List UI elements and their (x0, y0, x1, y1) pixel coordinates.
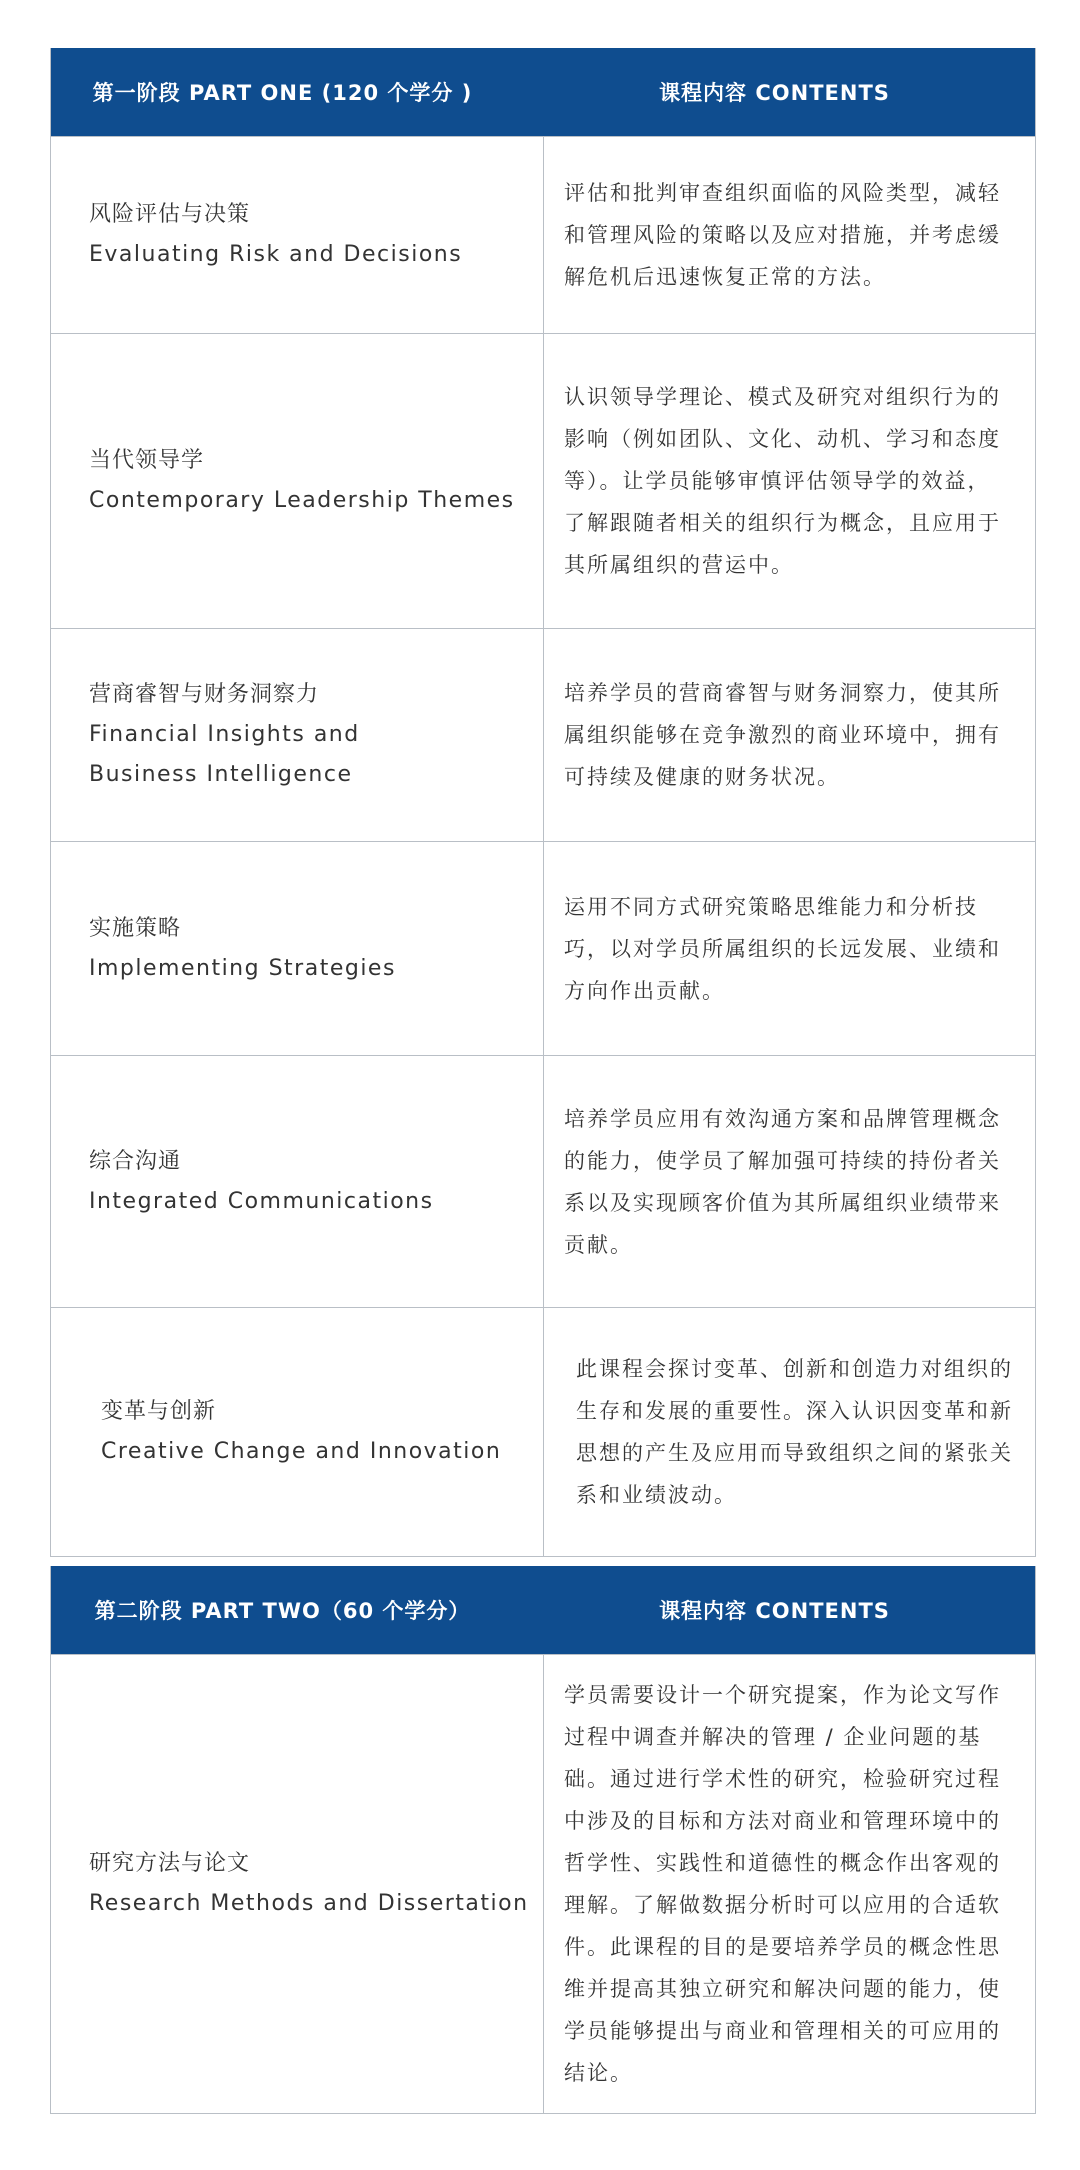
course-name-en: Creative Change and Innovation (101, 1439, 502, 1464)
part-one-header-stage: 第一阶段 PART ONE (120 个学分 ) (92, 81, 473, 105)
course-name-en: Evaluating Risk and Decisions (89, 242, 463, 267)
course-row (51, 1654, 1035, 2113)
course-description: 学员需要设计一个研究提案，作为论文写作过程中调查并解决的管理 / 企业问题的基础。通过进行学术性的研究，检验研究过程中涉及的目标和方法对商业和管理环境中的哲学性、实践性和道德性的概念作出客观的理解。了解做数据分析时可以应用的合适软件。此课程的目的是要培养学员的概念性思维并提高其独立研究和解决问题的能力，使学员能够提出与商业和管理相关的可应用的结论。 (564, 1683, 1001, 2085)
course-name (51, 1308, 544, 1556)
part-two-header (51, 1566, 1035, 1654)
course-name (51, 1655, 544, 2113)
part-one-header-contents: 课程内容 CONTENTS (659, 81, 890, 105)
course-name-cn: 研究方法与论文 (89, 1851, 251, 1876)
course-name (51, 1056, 544, 1307)
course-row (51, 333, 1035, 628)
part-two-table (50, 1566, 1036, 2114)
course-row (51, 628, 1035, 841)
course-name-en: Integrated Communications (89, 1188, 434, 1214)
course-description: 运用不同方式研究策略思维能力和分析技巧，以对学员所属组织的长远发展、业绩和方向作出贡献。 (564, 894, 1001, 1003)
course-name (51, 842, 544, 1055)
course-row (51, 841, 1035, 1055)
course-name-cn: 风险评估与决策 (89, 202, 251, 227)
course-name-cn: 综合沟通 (89, 1148, 182, 1174)
course-name (51, 334, 544, 628)
course-name-cn: 营商睿智与财务洞察力 (89, 682, 320, 707)
part-one-header (51, 48, 1035, 136)
part-two-header-contents: 课程内容 CONTENTS (659, 1599, 890, 1623)
part-one-table (50, 48, 1036, 1557)
course-row (51, 136, 1035, 333)
course-description: 认识领导学理论、模式及研究对组织行为的影响（例如团队、文化、动机、学习和态度等）。让学员能够审慎评估领导学的效益，了解跟随者相关的组织行为概念，且应用于其所属组织的营运中。 (564, 385, 1001, 577)
course-name-en: Contemporary Leadership Themes (89, 488, 515, 513)
course-row (51, 1055, 1035, 1307)
course-description: 此课程会探讨变革、创新和创造力对组织的生存和发展的重要性。深入认识因变革和新思想的产生及应用而导致组织之间的紧张关系和业绩波动。 (576, 1357, 1013, 1507)
course-description: 评估和批判审查组织面临的风险类型，减轻和管理风险的策略以及应对措施，并考虑缓解危机后迅速恢复正常的方法。 (564, 181, 1001, 289)
part-two-header-stage: 第二阶段 PART TWO（60 个学分） (94, 1599, 471, 1623)
course-name-cn: 实施策略 (89, 915, 182, 941)
course-name-cn: 变革与创新 (101, 1399, 217, 1424)
course-name-en: Implementing Strategies (89, 955, 396, 981)
course-name (51, 629, 544, 841)
course-name-en: Financial Insights and (89, 722, 360, 747)
course-name-en: Research Methods and Dissertation (89, 1891, 529, 1916)
course-name-en-line2: Business Intelligence (89, 762, 353, 787)
course-description: 培养学员的营商睿智与财务洞察力，使其所属组织能够在竞争激烈的商业环境中，拥有可持续及健康的财务状况。 (564, 681, 1001, 789)
course-description: 培养学员应用有效沟通方案和品牌管理概念的能力，使学员了解加强可持续的持份者关系以及实现顾客价值为其所属组织业绩带来贡献。 (564, 1106, 1001, 1257)
course-row (51, 1307, 1035, 1556)
course-name (51, 137, 544, 333)
course-name-cn: 当代领导学 (89, 448, 205, 473)
